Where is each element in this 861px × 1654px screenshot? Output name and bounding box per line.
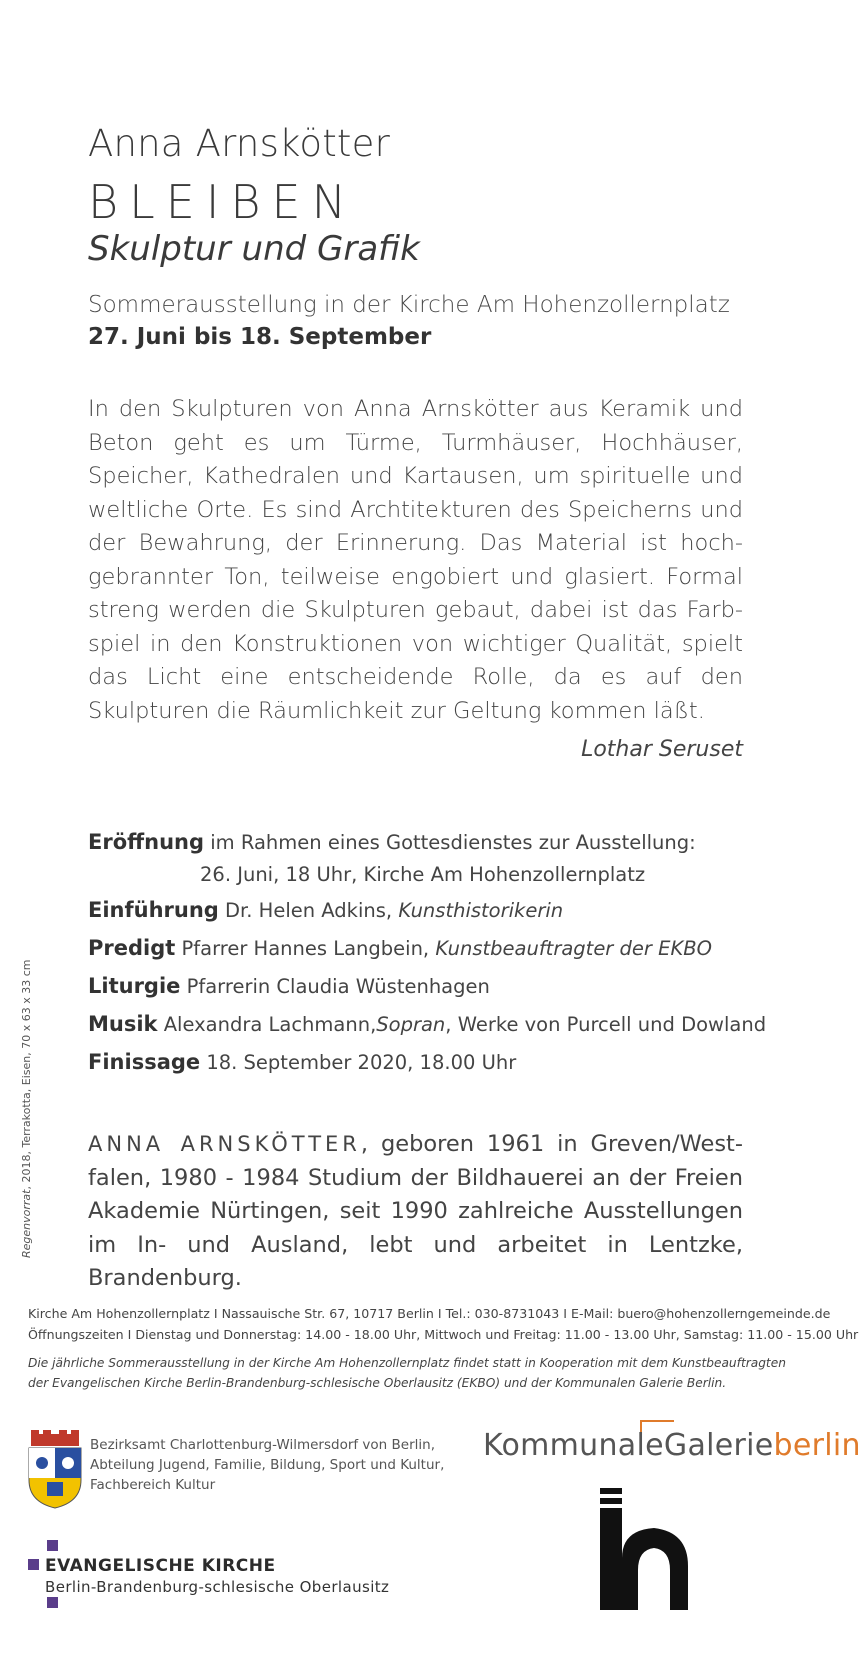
liturgy-label: Liturgie <box>88 974 181 998</box>
ekbo-square-top <box>47 1540 58 1551</box>
artist-bio <box>88 1128 743 1296</box>
program-intro <box>88 898 768 922</box>
artist-name: Anna Arnskötter <box>88 122 390 165</box>
intro-name: Dr. Helen Adkins, <box>225 899 393 922</box>
kgb-part-2: Galerie <box>663 1428 774 1463</box>
intro-author: Lothar Seruset <box>581 737 743 762</box>
ekbo-square-left <box>28 1559 39 1570</box>
kgb-part-1: Kommunale <box>483 1428 664 1463</box>
program-liturgy <box>88 974 768 998</box>
music-works: , Werke von Purcell und Dowland <box>445 1013 767 1036</box>
bezirksamt-line-2: Abteilung Jugend, Familie, Bildung, Sport und Kultur, <box>90 1457 445 1473</box>
liturgy-name: Pfarrerin Claudia Wüstenhagen <box>186 975 490 998</box>
music-label: Musik <box>88 1012 158 1036</box>
venue-line: Sommerausstellung in der Kirche Am Hohenzollernplatz <box>88 292 730 318</box>
intro-role: Kunsthistorikerin <box>398 899 564 922</box>
kgb-part-3: berlin <box>773 1428 861 1463</box>
bio-text: , geboren 1961 in Greven/Westfalen, 1980 - 1984 Studium der Bildhauerei an der Freien Akademie Nürtingen, seit 1990 zahlreiche Ausstellungen im In- und Ausland, lebt und arbeitet in Lentzke, Brandenburg. <box>88 1131 743 1291</box>
finissage-label: Finissage <box>88 1050 201 1074</box>
sermon-name: Pfarrer Hannes Langbein, <box>181 937 430 960</box>
sermon-role: Kunstbeauftragter der EKBO <box>435 937 712 960</box>
caption-details: , 2018, Terrakotta, Eisen, 70 x 63 x 33 cm <box>20 959 33 1190</box>
finissage-text: 18. September 2020, 18.00 Uhr <box>206 1051 517 1074</box>
caption-work: Regenvorrat <box>20 1189 33 1258</box>
footer-hours: Öffnungszeiten I Dienstag und Donnerstag: 14.00 - 18.00 Uhr, Mittwoch und Freitag: 11.00 - 13.00 Uhr, Samstag: 11.00 - 15.00 Uhr <box>28 1327 859 1342</box>
exhibition-dates: 27. Juni bis 18. September <box>88 324 432 350</box>
bezirksamt-line-1: Bezirksamt Charlottenburg-Wilmersdorf von Berlin, <box>90 1437 435 1453</box>
kgb-accent-line <box>640 1420 674 1422</box>
exhibition-title: BLEIBEN <box>88 175 357 229</box>
artwork-caption <box>20 959 33 1258</box>
ekbo-title: EVANGELISCHE KIRCHE <box>45 1556 276 1576</box>
program-music <box>88 1012 768 1036</box>
opening-label: Eröffnung <box>88 830 205 854</box>
coat-of-arms-icon <box>27 1430 83 1508</box>
intro-label: Einführung <box>88 898 219 922</box>
footer-address: Kirche Am Hohenzollernplatz I Nassauische Str. 67, 10717 Berlin I Tel.: 030-8731043 I E-Mail: buero@hohenzollerngemeinde.de <box>28 1306 831 1321</box>
music-name: Alexandra Lachmann, <box>163 1013 377 1036</box>
opening-text: im Rahmen eines Gottesdienstes zur Ausstellung: <box>210 831 696 854</box>
church-logo-icon <box>598 1488 690 1610</box>
footer-cooperation: Die jährliche Sommerausstellung in der Kirche Am Hohenzollernplatz findet statt in Kooperation mit dem Kunstbeauftragten der Evangelischen Kirche Berlin-Brandenburg-schlesische Oberlausitz (EKBO) und der Kommunalen Galerie Berlin. <box>28 1356 786 1390</box>
kommunale-galerie-logo <box>483 1428 861 1463</box>
bio-name: ANNA ARNSKÖTTER <box>88 1132 361 1156</box>
ekbo-subtitle: Berlin-Brandenburg-schlesische Oberlausitz <box>45 1578 390 1596</box>
bezirksamt-text <box>90 1435 444 1495</box>
sermon-label: Predigt <box>88 936 176 960</box>
music-role: Sopran <box>376 1013 446 1036</box>
opening-detail: 26. Juni, 18 Uhr, Kirche Am Hohenzollernplatz <box>200 863 646 886</box>
exhibition-subtitle: Skulptur und Grafik <box>88 229 420 269</box>
intro-text: In den Skulpturen von Anna Arnskötter aus Keramik und Beton geht es um Türme, Turmhäuser, Hochhäuser, Speicher, Kathedralen und Kartausen, um spirituelle und weltliche Orte. Es sind Archtitekturen des Speicherns und der Bewahrung, der Erinnerung. Das Material ist hochgebrannter Ton, teilweise engobiert und glasiert. Formal streng werden die Skulpturen gebaut, dabei ist das Farbspiel in den Konstruktionen von wichtiger Qualität, spielt das Licht eine entscheidende Rolle, da es auf den Skulpturen die Räumlichkeit zur Geltung kommen läßt. <box>88 396 743 724</box>
program-opening <box>88 830 768 854</box>
program-finissage <box>88 1050 768 1074</box>
ekbo-square-bottom <box>47 1597 58 1608</box>
program-sermon <box>88 936 768 960</box>
bezirksamt-line-3: Fachbereich Kultur <box>90 1477 216 1493</box>
